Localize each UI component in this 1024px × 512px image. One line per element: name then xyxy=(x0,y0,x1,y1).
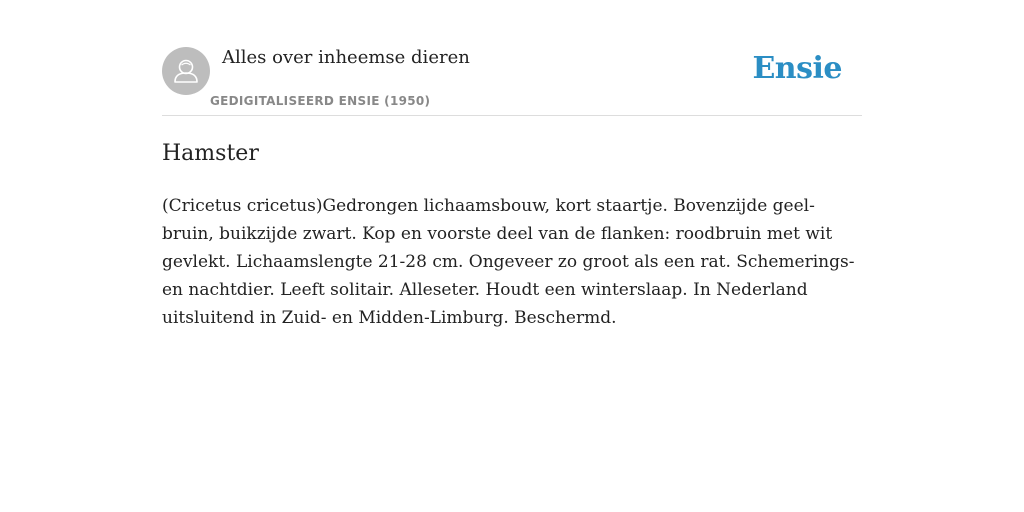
user-silhouette-icon[interactable] xyxy=(162,47,210,95)
site-title-link[interactable]: Alles over inheemse dieren xyxy=(222,47,470,68)
page-header xyxy=(162,0,862,116)
entry-body-text: (Cricetus cricetus)Gedrongen lichaamsbouw, kort staartje. Bovenzijde geel-bruin, buikzijde zwart. Kop en voorste deel van de flanken: roodbruin met wit gevlekt. Lichaamslengte 21-28 cm. Ongeveer zo groot als een rat. Schemerings- en nachtdier. Leeft solitair. Alleseter. Houdt een winterslaap. In Nederland uitsluitend in Zuid- en Midden-Limburg. Beschermd. xyxy=(162,196,855,328)
ensie-logo[interactable]: Ensie xyxy=(752,51,842,86)
page-container xyxy=(162,0,862,328)
entry-title: Hamster xyxy=(162,141,259,166)
site-subtitle: GEDIGITALISEERD ENSIE (1950) xyxy=(210,94,431,108)
